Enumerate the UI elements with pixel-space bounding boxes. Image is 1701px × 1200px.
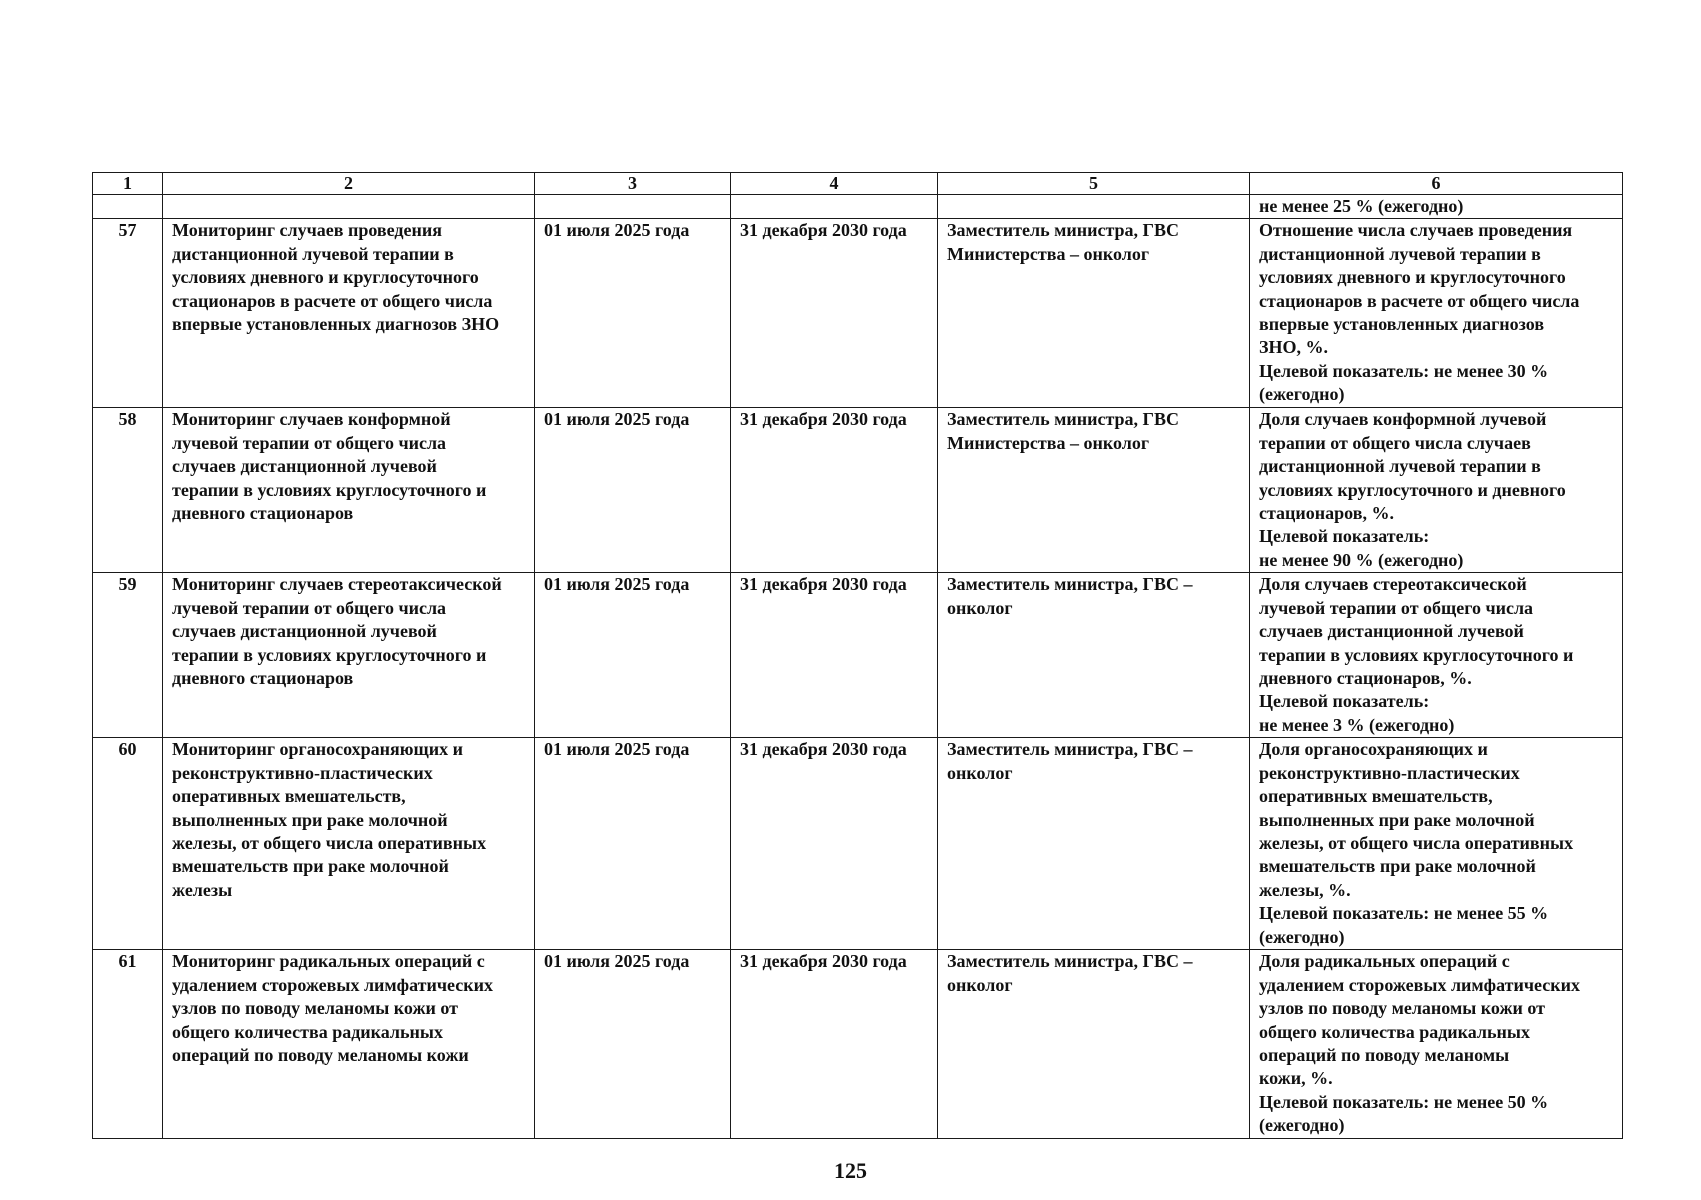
column-header: 6 [1250, 173, 1623, 195]
table-row [93, 219, 1623, 408]
start-date-cell [535, 195, 731, 219]
responsible-cell: Заместитель министра, ГВС – онколог [938, 738, 1250, 950]
column-header: 2 [163, 173, 535, 195]
row-number-cell: 57 [93, 219, 163, 408]
indicator-cell: не менее 25 % (ежегодно) [1250, 195, 1623, 219]
start-date-cell: 01 июля 2025 года [535, 573, 731, 738]
page-number: 125 [834, 1158, 867, 1183]
row-number-cell [93, 195, 163, 219]
row-number-cell: 61 [93, 950, 163, 1139]
end-date-cell: 31 декабря 2030 года [731, 950, 938, 1139]
measure-cell: Мониторинг случаев конформной лучевой терапии от общего числа случаев дистанционной лучевой терапии в условиях круглосуточного и дневного стационаров [163, 408, 535, 573]
start-date-cell: 01 июля 2025 года [535, 738, 731, 950]
indicator-cell: Доля случаев стереотаксической лучевой терапии от общего числа случаев дистанционной лучевой терапии в условиях круглосуточного и дневного стационаров, %. Целевой показатель: не менее 3 % (ежегодно) [1250, 573, 1623, 738]
end-date-cell [731, 195, 938, 219]
start-date-cell: 01 июля 2025 года [535, 950, 731, 1139]
indicator-cell: Доля радикальных операций с удалением сторожевых лимфатических узлов по поводу меланомы кожи от общего количества радикальных операций по поводу меланомы кожи, %. Целевой показатель: не менее 50 % (ежегодно) [1250, 950, 1623, 1139]
table-header-row [93, 173, 1623, 195]
measure-cell: Мониторинг случаев стереотаксической лучевой терапии от общего числа случаев дистанционной лучевой терапии в условиях круглосуточного и дневного стационаров [163, 573, 535, 738]
table-row [93, 738, 1623, 950]
indicator-cell: Доля случаев конформной лучевой терапии от общего числа случаев дистанционной лучевой терапии в условиях круглосуточного и дневного стационаров, %. Целевой показатель: не менее 90 % (ежегодно) [1250, 408, 1623, 573]
column-header: 1 [93, 173, 163, 195]
responsible-cell: Заместитель министра, ГВС Министерства – онколог [938, 408, 1250, 573]
measure-cell: Мониторинг радикальных операций с удалением сторожевых лимфатических узлов по поводу меланомы кожи от общего количества радикальных операций по поводу меланомы кожи [163, 950, 535, 1139]
table-row [93, 573, 1623, 738]
start-date-cell: 01 июля 2025 года [535, 408, 731, 573]
end-date-cell: 31 декабря 2030 года [731, 738, 938, 950]
responsible-cell: Заместитель министра, ГВС – онколог [938, 573, 1250, 738]
column-header: 3 [535, 173, 731, 195]
end-date-cell: 31 декабря 2030 года [731, 408, 938, 573]
column-header: 5 [938, 173, 1250, 195]
measure-cell [163, 195, 535, 219]
indicator-cell: Доля органосохраняющих и реконструктивно-пластических оперативных вмешательств, выполненных при раке молочной железы, от общего числа оперативных вмешательств при раке молочной железы, %. Целевой показатель: не менее 55 % (ежегодно) [1250, 738, 1623, 950]
responsible-cell [938, 195, 1250, 219]
row-number-cell: 59 [93, 573, 163, 738]
measure-cell: Мониторинг случаев проведения дистанционной лучевой терапии в условиях дневного и круглосуточного стационаров в расчете от общего числа впервые установленных диагнозов ЗНО [163, 219, 535, 408]
table-row-continuation [93, 195, 1623, 219]
indicator-cell: Отношение числа случаев проведения дистанционной лучевой терапии в условиях дневного и круглосуточного стационаров в расчете от общего числа впервые установленных диагнозов ЗНО, %. Целевой показатель: не менее 30 % (ежегодно) [1250, 219, 1623, 408]
row-number-cell: 60 [93, 738, 163, 950]
table-row [93, 408, 1623, 573]
measure-cell: Мониторинг органосохраняющих и реконструктивно-пластических оперативных вмешательств, выполненных при раке молочной железы, от общего числа оперативных вмешательств при раке молочной железы [163, 738, 535, 950]
row-number-cell: 58 [93, 408, 163, 573]
end-date-cell: 31 декабря 2030 года [731, 573, 938, 738]
responsible-cell: Заместитель министра, ГВС – онколог [938, 950, 1250, 1139]
responsible-cell: Заместитель министра, ГВС Министерства – онколог [938, 219, 1250, 408]
column-header: 4 [731, 173, 938, 195]
table-row [93, 950, 1623, 1139]
start-date-cell: 01 июля 2025 года [535, 219, 731, 408]
measures-table [92, 172, 1623, 1139]
end-date-cell: 31 декабря 2030 года [731, 219, 938, 408]
